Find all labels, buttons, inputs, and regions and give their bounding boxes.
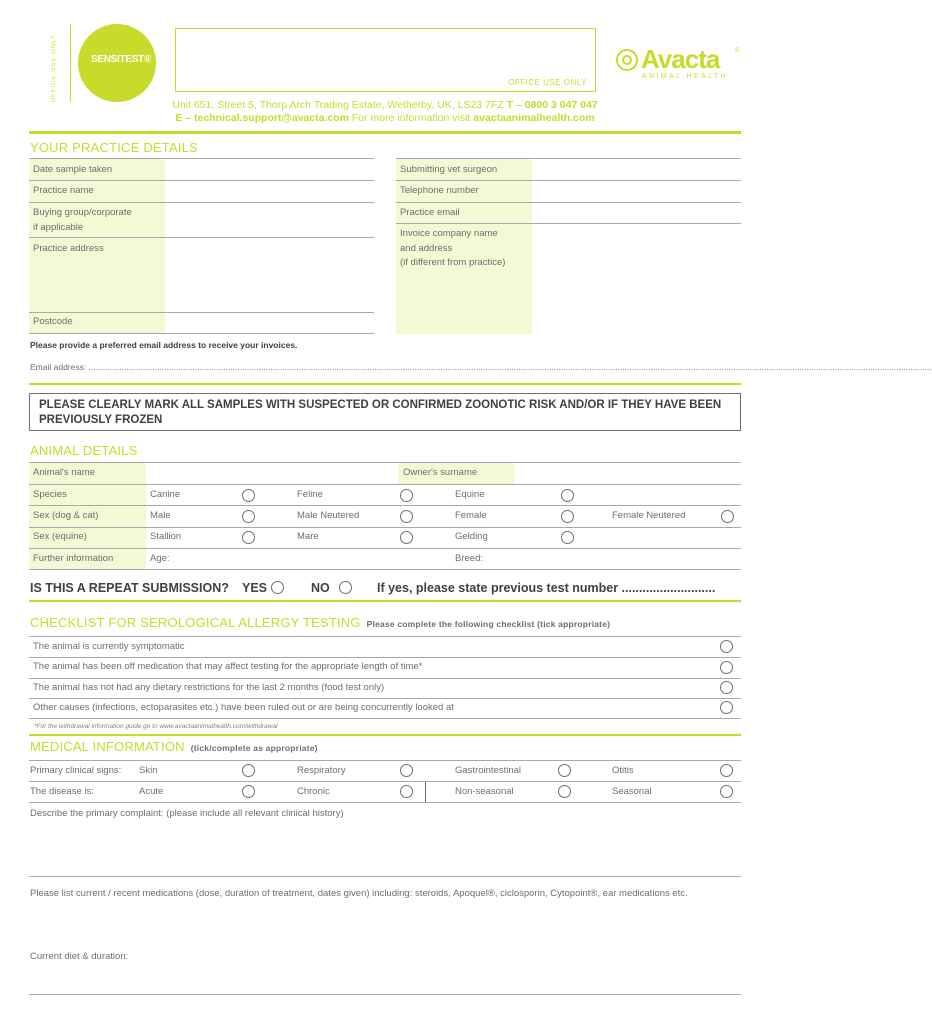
male-neutered-label: Male Neutered — [297, 510, 360, 521]
stallion-radio[interactable] — [242, 531, 255, 544]
rule — [396, 202, 741, 203]
primary-complaint-field[interactable]: Describe the primary complaint: (please include all relevant clinical history) — [30, 808, 344, 819]
invoice-label-line1: Invoice company name — [400, 228, 498, 239]
repeat-no-radio[interactable] — [339, 581, 352, 594]
practice-name-label: Practice name — [33, 185, 94, 196]
respiratory-label: Respiratory — [297, 765, 346, 776]
rule — [29, 180, 374, 181]
postcode-label: Postcode — [33, 316, 73, 327]
visit-text: For more information visit — [351, 112, 471, 124]
checklist-radio-symptomatic[interactable] — [720, 640, 733, 653]
non-seasonal-radio[interactable] — [558, 785, 571, 798]
submitting-vet-label: Submitting vet surgeon — [400, 164, 498, 175]
checklist-item: The animal is currently symptomatic — [33, 641, 185, 652]
rule — [29, 802, 741, 803]
mare-label: Mare — [297, 531, 319, 542]
telephone-label: Telephone number — [400, 185, 479, 196]
invoice-label-line3: (if different from practice) — [400, 257, 506, 268]
non-seasonal-label: Non-seasonal — [455, 786, 514, 797]
rule — [396, 223, 741, 224]
female-neutered-label: Female Neutered — [612, 510, 686, 521]
current-diet-field[interactable]: Current diet & duration: — [30, 951, 129, 962]
buying-group-label-line1: Buying group/corporate — [33, 207, 132, 218]
gelding-radio[interactable] — [561, 531, 574, 544]
checklist-item: The animal has not had any dietary restrictions for the last 2 months (food test only) — [33, 682, 385, 693]
rule — [29, 636, 741, 637]
practice-rule — [29, 383, 741, 385]
repeat-question: IS THIS A REPEAT SUBMISSION? — [30, 581, 229, 595]
repeat-yes-label: YES — [242, 581, 268, 595]
avacta-logo-subtitle: ANIMAL HEALTH — [642, 73, 729, 80]
phone-text: T – 0800 3 047 047 — [506, 99, 598, 111]
chronic-radio[interactable] — [400, 785, 413, 798]
practice-email-label: Practice email — [400, 207, 460, 218]
otitis-radio[interactable] — [720, 764, 733, 777]
practice-address-label: Practice address — [33, 243, 104, 254]
address-text: Unit 651, Street 5, Thorp Arch Trading Estate, Wetherby, UK, LS23 7FZ — [172, 99, 504, 111]
rule — [29, 333, 374, 334]
male-label: Male — [150, 510, 171, 521]
rule — [29, 698, 741, 699]
skin-label: Skin — [139, 765, 158, 776]
invoice-email-note: Please provide a preferred email address to receive your invoices. — [30, 340, 298, 350]
rule — [29, 994, 741, 995]
medical-section-title — [30, 739, 318, 754]
species-label: Species — [33, 489, 67, 500]
acute-radio[interactable] — [242, 785, 255, 798]
medications-field[interactable]: Please list current / recent medications (dose, duration of treatment, dates given) including: steroids, Apoquel®, ciclosporin, Cytopoint®, ear medications etc. — [30, 888, 688, 899]
rule — [29, 718, 741, 719]
sex-dog-cat-label: Sex (dog & cat) — [33, 510, 99, 521]
female-label: Female — [455, 510, 487, 521]
checklist-note: Please complete the following checklist (tick appropriate) — [366, 619, 611, 629]
skin-radio[interactable] — [242, 764, 255, 777]
checklist-item: Other causes (infections, ectoparasites etc.) have been ruled out or are being concurrently looked at — [33, 702, 454, 713]
rule — [29, 237, 374, 238]
female-radio[interactable] — [561, 510, 574, 523]
gelding-label: Gelding — [455, 531, 488, 542]
stallion-label: Stallion — [150, 531, 182, 542]
canine-radio[interactable] — [242, 489, 255, 502]
contact-line — [30, 112, 740, 124]
primary-signs-label: Primary clinical signs: — [30, 765, 122, 776]
checklist-rule — [29, 734, 741, 736]
rule — [29, 312, 374, 313]
checklist-radio-other-causes[interactable] — [720, 701, 733, 714]
avacta-logo-inner-icon — [622, 55, 632, 65]
zoonotic-warning: PLEASE CLEARLY MARK ALL SAMPLES WITH SUSPECTED OR CONFIRMED ZOONOTIC RISK AND/OR IF THEY HAVE BEEN PREVIOUSLY FROZEN — [29, 393, 741, 431]
gastro-label: Gastrointestinal — [455, 765, 522, 776]
gastro-radio[interactable] — [558, 764, 571, 777]
male-neutered-radio[interactable] — [400, 510, 413, 523]
rule — [29, 678, 741, 679]
chronic-label: Chronic — [297, 786, 330, 797]
checklist-section-title — [30, 615, 610, 630]
checklist-radio-diet[interactable] — [720, 681, 733, 694]
rule — [29, 505, 741, 506]
seasonal-label: Seasonal — [612, 786, 652, 797]
email-text: E – technical.support@avacta.com — [175, 112, 349, 124]
rule — [29, 202, 374, 203]
animal-name-label: Animal's name — [33, 467, 96, 478]
animal-section-title: ANIMAL DETAILS — [30, 443, 138, 458]
owner-surname-label: Owner's surname — [403, 467, 478, 478]
seasonal-radio[interactable] — [720, 785, 733, 798]
feline-label: Feline — [297, 489, 323, 500]
rule — [29, 781, 741, 782]
otitis-label: Otitis — [612, 765, 634, 776]
mare-radio[interactable] — [400, 531, 413, 544]
medical-note: (tick/complete as appropriate) — [190, 743, 318, 753]
breed-label: Breed: — [455, 553, 483, 564]
practice-section-title: YOUR PRACTICE DETAILS — [30, 140, 198, 155]
address-line — [30, 99, 740, 111]
equine-label: Equine — [455, 489, 485, 500]
office-use-vertical-label: OFFICE USE ONLY — [51, 34, 57, 103]
buying-group-label — [33, 206, 132, 235]
repeat-no-label: NO — [311, 581, 330, 595]
date-sample-label: Date sample taken — [33, 164, 113, 175]
avacta-logo-text: Avacta — [641, 44, 720, 74]
medical-title-text: MEDICAL INFORMATION — [30, 739, 185, 754]
invoice-company-label — [400, 227, 505, 271]
header-divider — [70, 24, 71, 102]
avacta-logo-reg: ® — [735, 48, 740, 54]
office-use-label: OFFICE USE ONLY — [508, 78, 587, 87]
rule — [29, 760, 741, 761]
equine-radio[interactable] — [561, 489, 574, 502]
sex-equine-label: Sex (equine) — [33, 531, 87, 542]
female-neutered-radio[interactable] — [721, 510, 734, 523]
canine-label: Canine — [150, 489, 181, 500]
respiratory-radio[interactable] — [400, 764, 413, 777]
previous-test-number-field[interactable]: If yes, please state previous test number ........................... — [377, 581, 716, 595]
header-rule — [29, 131, 741, 134]
rule — [29, 876, 741, 877]
buying-group-label-line2: if applicable — [33, 221, 84, 233]
email-address-field[interactable]: Email address: ..................................................................................................................................................................................................................................................................................................................................................................... — [30, 362, 932, 372]
disease-is-label: The disease is: — [30, 786, 94, 797]
further-info-label: Further information — [33, 553, 114, 564]
male-radio[interactable] — [242, 510, 255, 523]
checklist-radio-medication[interactable] — [720, 661, 733, 674]
rule — [396, 180, 741, 181]
invoice-label-line2: and address — [400, 242, 453, 254]
repeat-yes-radio[interactable] — [271, 581, 284, 594]
disease-divider — [425, 782, 426, 802]
website-link[interactable]: avactaanimalhealth.com — [473, 112, 595, 124]
rule — [29, 657, 741, 658]
rule — [29, 527, 741, 528]
age-label: Age: — [150, 553, 170, 564]
withdrawal-footnote: *For the withdrawal information guide go to www.avactaanimalhealth.com/withdrawal — [34, 723, 278, 730]
sensitest-badge-text: SENSITEST® — [91, 54, 151, 65]
feline-radio[interactable] — [400, 489, 413, 502]
repeat-rule — [29, 600, 741, 602]
rule — [29, 569, 741, 570]
checklist-item: The animal has been off medication that may affect testing for the appropriate length of time* — [33, 661, 423, 672]
office-use-box[interactable] — [175, 28, 596, 92]
rule — [29, 548, 741, 549]
acute-label: Acute — [139, 786, 164, 797]
checklist-title-text: CHECKLIST FOR SEROLOGICAL ALLERGY TESTING — [30, 615, 361, 630]
